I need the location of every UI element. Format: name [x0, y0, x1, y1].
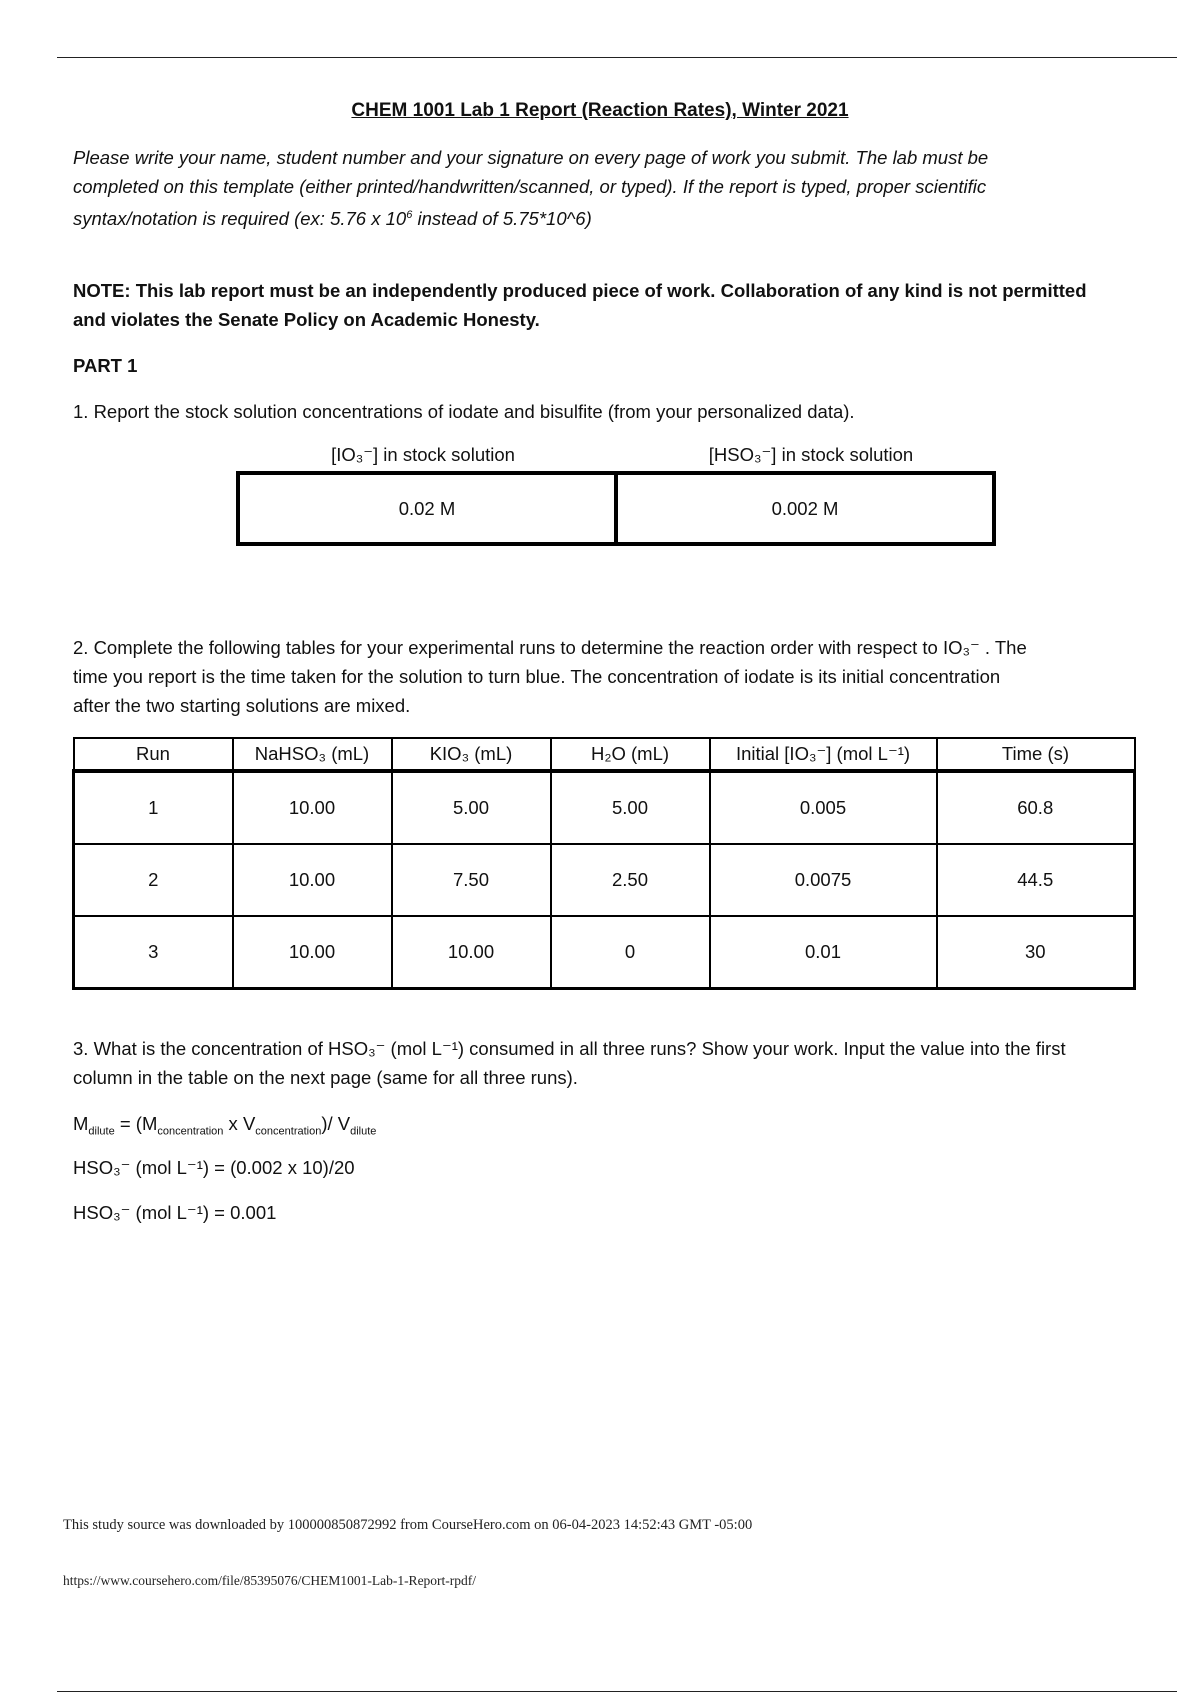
- table-row: [74, 844, 1135, 916]
- stock-concentration-table: [236, 471, 996, 546]
- stock-header-iodate: [IO₃⁻] in stock solution: [331, 444, 515, 465]
- cell-initial-iodate: 0.01: [710, 916, 937, 989]
- instructions-superscript: 6: [406, 209, 413, 221]
- header-time: Time (s): [937, 738, 1135, 771]
- runs-table: [72, 737, 1136, 990]
- formula-sub-dilute-2: dilute: [350, 1125, 377, 1138]
- header-h2o: H₂O (mL): [551, 738, 710, 771]
- cell-kio3: 7.50: [392, 844, 551, 916]
- source-url: https://www.coursehero.com/file/85395076/CHEM1001-Lab-1-Report-rpdf/: [63, 1573, 477, 1588]
- header-nahso3: NaHSO₃ (mL): [233, 738, 392, 771]
- stock-header-bisulfite: [HSO₃⁻] in stock solution: [708, 444, 914, 465]
- cell-initial-iodate: 0.005: [710, 771, 937, 844]
- instructions-line-2: completed on this template (either printed/handwritten/scanned, or typed). If the report is typed, proper scientific: [73, 176, 987, 197]
- note-line-1: NOTE: This lab report must be an independently produced piece of work. Collaboration of any kind is not permitted: [73, 280, 1087, 301]
- cell-run: 2: [74, 844, 233, 916]
- top-rule: [57, 57, 1177, 58]
- question-3-line-2: column in the table on the next page (same for all three runs).: [73, 1067, 578, 1088]
- header-kio3: KIO₃ (mL): [392, 738, 551, 771]
- download-source-note: This study source was downloaded by 100000850872992 from CourseHero.com on 06-04-2023 14:52:43 GMT -05:00: [63, 1517, 753, 1533]
- formula-sub-concentration-2: concentration: [255, 1125, 322, 1138]
- table-row: [74, 916, 1135, 989]
- page-title: CHEM 1001 Lab 1 Report (Reaction Rates), Winter 2021: [351, 100, 849, 121]
- question-2-line-2: time you report is the time taken for the solution to turn blue. The concentration of iodate is its initial concentration: [73, 666, 1001, 687]
- header-initial-iodate: Initial [IO₃⁻] (mol L⁻¹): [710, 738, 937, 771]
- cell-kio3: 10.00: [392, 916, 551, 989]
- part1-heading: PART 1: [73, 355, 138, 376]
- stock-row: [238, 473, 994, 544]
- table-row: [74, 771, 1135, 844]
- cell-initial-iodate: 0.0075: [710, 844, 937, 916]
- question-1: 1. Report the stock solution concentrations of iodate and bisulfite (from your personalized data).: [73, 401, 855, 422]
- cell-time: 44.5: [937, 844, 1135, 916]
- cell-kio3: 5.00: [392, 771, 551, 844]
- stock-value-bisulfite: 0.002 M: [616, 473, 994, 544]
- question-2-line-1: 2. Complete the following tables for your experimental runs to determine the reaction order with respect to IO₃⁻ . The: [73, 637, 1027, 658]
- cell-run: 1: [74, 771, 233, 844]
- cell-nahso3: 10.00: [233, 771, 392, 844]
- instructions: [73, 143, 1163, 233]
- question-2-line-3: after the two starting solutions are mixed.: [73, 695, 411, 716]
- question-2: [73, 633, 1163, 720]
- formula-sub-concentration: concentration: [157, 1125, 224, 1138]
- formula-div: )/ V: [321, 1113, 351, 1134]
- question-3: [73, 1034, 1163, 1092]
- cell-h2o: 0: [551, 916, 710, 989]
- formula-x: x V: [223, 1113, 256, 1134]
- header-run: Run: [74, 738, 233, 771]
- dilution-formula: [73, 1113, 376, 1138]
- instructions-line-3: [73, 201, 1163, 233]
- cell-h2o: 2.50: [551, 844, 710, 916]
- stock-value-iodate: 0.02 M: [238, 473, 616, 544]
- work-line-2: HSO₃⁻ (mol L⁻¹) = 0.001: [73, 1202, 277, 1223]
- cell-time: 60.8: [937, 771, 1135, 844]
- cell-h2o: 5.00: [551, 771, 710, 844]
- note: [73, 276, 1163, 334]
- instructions-line-1: Please write your name, student number and your signature on every page of work you submit. The lab must be: [73, 147, 989, 168]
- bottom-rule: [57, 1691, 1177, 1692]
- runs-table-header: [74, 738, 1135, 771]
- formula-eq: = (M: [114, 1113, 158, 1134]
- question-3-line-1: 3. What is the concentration of HSO₃⁻ (mol L⁻¹) consumed in all three runs? Show your work. Input the value into the first: [73, 1038, 1066, 1059]
- work-line-1: HSO₃⁻ (mol L⁻¹) = (0.002 x 10)/20: [73, 1157, 355, 1178]
- cell-nahso3: 10.00: [233, 916, 392, 989]
- formula-sub-dilute: dilute: [88, 1125, 115, 1138]
- cell-nahso3: 10.00: [233, 844, 392, 916]
- formula-m: M: [73, 1113, 89, 1134]
- instructions-line-3b: instead of 5.75*10^6): [412, 208, 592, 230]
- note-line-2: and violates the Senate Policy on Academic Honesty.: [73, 309, 540, 330]
- cell-time: 30: [937, 916, 1135, 989]
- cell-run: 3: [74, 916, 233, 989]
- instructions-line-3a: syntax/notation is required (ex: 5.76 x 10: [73, 208, 407, 230]
